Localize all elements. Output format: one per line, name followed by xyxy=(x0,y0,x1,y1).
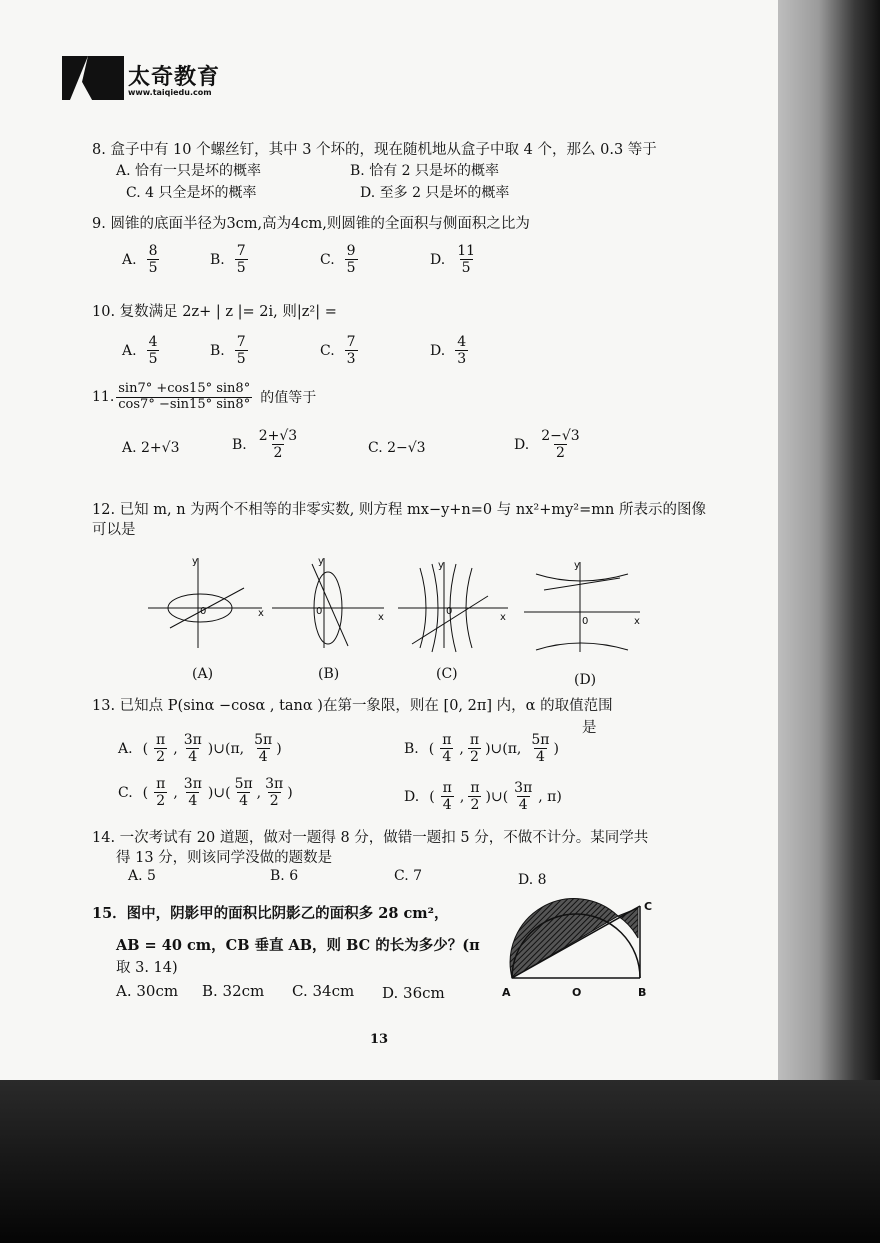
svg-text:x: x xyxy=(258,608,264,619)
q8-option-b: B. 恰有 2 只是坏的概率 xyxy=(350,163,499,179)
graph-c xyxy=(398,560,508,652)
q14-stem-line1: 14. 一次考试有 20 道题，做对一题得 8 分，做错一题扣 5 分，不做不计分。某同学共 xyxy=(92,830,649,846)
q11-option-d: D. $\frac{2-√3}{2}$ xyxy=(514,428,580,462)
q8-option-a: A. 恰有一只是坏的概率 xyxy=(116,163,262,179)
svg-text:B: B xyxy=(638,986,647,999)
svg-text:x: x xyxy=(634,616,640,627)
q12-graph-options xyxy=(140,548,660,658)
brand-url: www.taiqiedu.com xyxy=(128,88,212,97)
svg-text:y: y xyxy=(192,556,198,567)
graph-b xyxy=(272,556,384,648)
q12-label-c: (C) xyxy=(436,666,458,682)
q13-option-a: A. ( $\frac{\pi}{2}$ , $\frac{3\pi}{4}$ )∪(π, $\frac{5\pi}{4}$ ) xyxy=(118,732,282,766)
svg-text:x: x xyxy=(500,612,506,623)
q12-label-d: (D) xyxy=(574,672,597,688)
q9-option-d: D. $\frac{11}{5}$ xyxy=(430,243,476,277)
q15-option-a: A. 30cm xyxy=(116,982,179,1000)
q13-stem-end: 是 xyxy=(582,720,597,736)
q13-option-d: D. ( $\frac{\pi}{4}$ , $\frac{\pi}{2}$ )∪( $\frac{3\pi}{4}$ , π) xyxy=(404,780,562,814)
svg-text:0: 0 xyxy=(446,606,453,617)
svg-text:0: 0 xyxy=(582,616,589,627)
q10-stem: 10. 复数满足 2z+ | z |= 2i, 则|z²| = xyxy=(92,304,337,320)
q13-stem: 13. 已知点 P(sinα −cosα , tanα )在第一象限，则在 [0, 2π] 内，α 的取值范围 xyxy=(92,698,613,714)
q11-stem: 11. $\frac{\sin 7^\circ +\cos 15^\circ \sin 8^\circ}{\cos 7^\circ -\sin 15^\circ \sin 8^\circ}$ 的值等于 xyxy=(92,381,317,412)
page-number: 13 xyxy=(370,1032,389,1047)
q11-option-a: A. 2+√3 xyxy=(122,440,180,456)
q12-label-b: (B) xyxy=(318,666,340,682)
q14-option-d: D. 8 xyxy=(518,872,547,888)
q14-option-c: C. 7 xyxy=(394,868,423,884)
svg-text:0: 0 xyxy=(200,606,207,617)
q13-option-c: C. ( $\frac{\pi}{2}$ , $\frac{3\pi}{4}$ )∪( $\frac{5\pi}{4}$ , $\frac{3\pi}{2}$ ) xyxy=(118,776,293,810)
q10-option-c: C. $\frac{7}{3}$ xyxy=(320,334,356,368)
q15-option-d: D. 36cm xyxy=(382,984,445,1002)
q12-label-a: (A) xyxy=(192,666,214,682)
q13-option-b: B. ( $\frac{\pi}{4}$ , $\frac{\pi}{2}$ )∪(π, $\frac{5\pi}{4}$ ) xyxy=(404,732,559,766)
svg-text:y: y xyxy=(574,560,580,571)
q9-option-b: B. $\frac{7}{5}$ xyxy=(210,243,246,277)
q15-option-c: C. 34cm xyxy=(292,982,355,1000)
svg-text:y: y xyxy=(318,556,324,567)
q11-option-b: B. $\frac{2+√3}{2}$ xyxy=(232,428,298,462)
graph-d xyxy=(524,560,640,652)
q14-option-a: A. 5 xyxy=(128,868,156,884)
q15-stem-line3: 取 3. 14) xyxy=(116,960,178,976)
q14-stem-line2: 得 13 分，则该同学没做的题数是 xyxy=(116,850,333,866)
q12-stem-line1: 12. 已知 m, n 为两个不相等的非零实数, 则方程 mx−y+n=0 与 nx²+my²=mn 所表示的图像 xyxy=(92,502,706,518)
svg-text:O: O xyxy=(572,986,582,999)
q15-stem-line1: 15．图中，阴影甲的面积比阴影乙的面积多 28 cm²， xyxy=(92,905,449,922)
graph-a xyxy=(148,556,264,648)
svg-text:y: y xyxy=(438,560,444,571)
q12-stem-line2: 可以是 xyxy=(92,522,136,538)
q15-stem-line2: AB = 40 cm，CB 垂直 AB，则 BC 的长为多少？(π xyxy=(116,937,480,954)
q8-option-d: D. 至多 2 只是坏的概率 xyxy=(360,185,510,201)
svg-text:0: 0 xyxy=(316,606,323,617)
svg-text:A: A xyxy=(502,986,511,999)
q10-option-b: B. $\frac{7}{5}$ xyxy=(210,334,246,368)
scan-edge-shadow xyxy=(778,0,880,1090)
q11-option-c: C. 2−√3 xyxy=(368,440,426,456)
q8-option-c: C. 4 只全是坏的概率 xyxy=(126,185,257,201)
q8-stem: 8. 盒子中有 10 个螺丝钉，其中 3 个坏的，现在随机地从盒子中取 4 个，那么 0.3 等于 xyxy=(92,142,657,158)
q15-option-b: B. 32cm xyxy=(202,982,265,1000)
q9-stem: 9. 圆锥的底面半径为3cm,高为4cm,则圆锥的全面积与侧面积之比为 xyxy=(92,216,530,232)
q9-option-c: C. $\frac{9}{5}$ xyxy=(320,243,356,277)
taiqi-logo-icon xyxy=(62,56,124,100)
q15-semicircle-figure xyxy=(500,898,660,1000)
svg-text:C: C xyxy=(644,900,653,913)
svg-text:x: x xyxy=(378,612,384,623)
q9-option-a: A. $\frac{8}{5}$ xyxy=(122,243,158,277)
q10-option-a: A. $\frac{4}{5}$ xyxy=(122,334,158,368)
scan-bottom-shadow xyxy=(0,1080,880,1243)
q14-option-b: B. 6 xyxy=(270,868,299,884)
brand-name: 太奇教育 xyxy=(128,65,221,90)
q10-option-d: D. $\frac{4}{3}$ xyxy=(430,334,467,368)
